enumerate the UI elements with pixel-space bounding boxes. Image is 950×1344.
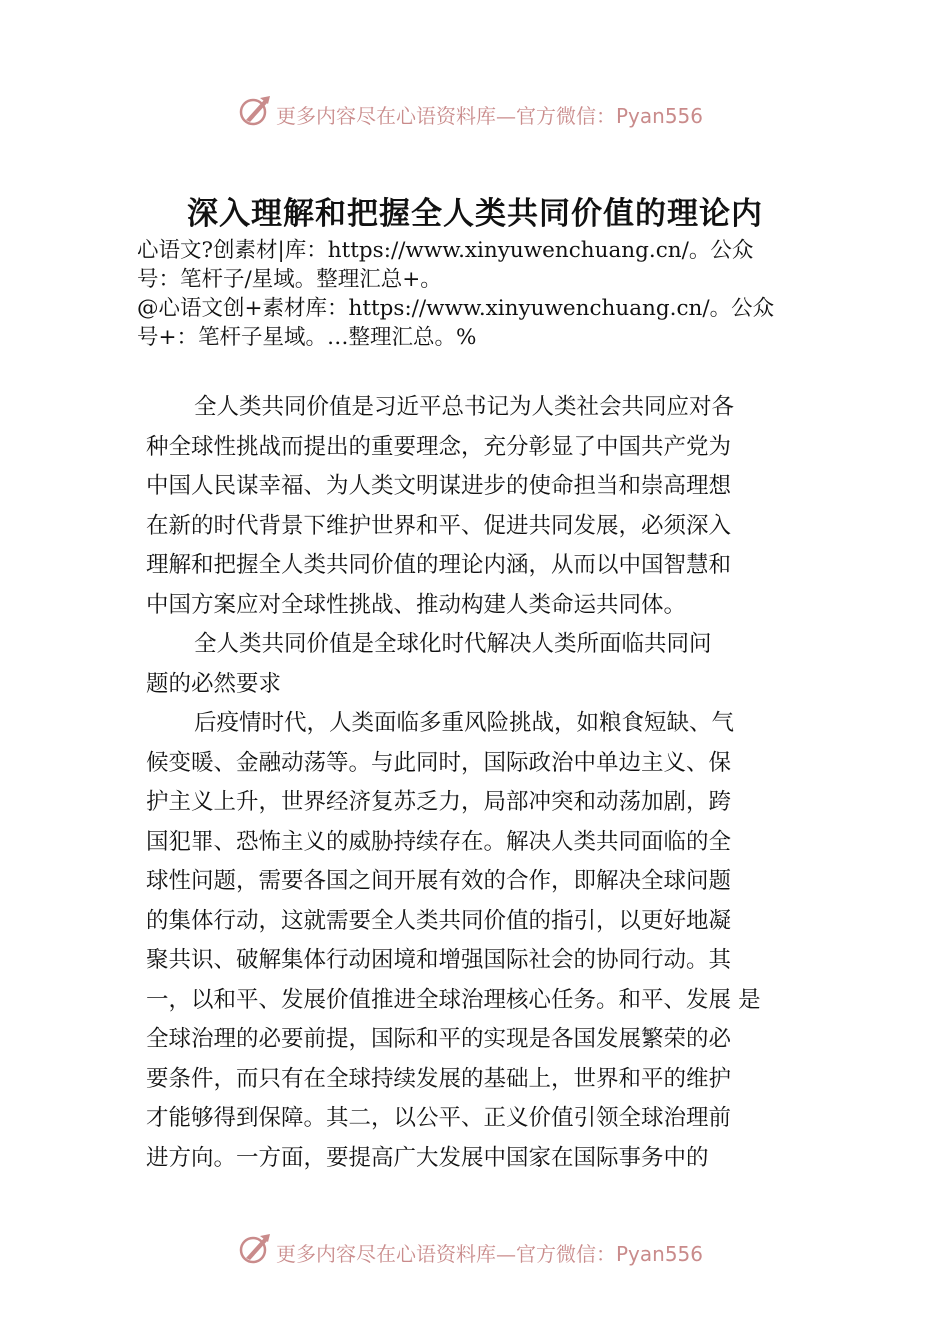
body-line: 理解和把握全人类共同价值的理论内涵，从而以中国智慧和 (146, 552, 732, 578)
source-note-line: 号+：笔杆子星域。…整理汇总。% (137, 325, 477, 350)
source-note-line: 号：笔杆子/星域。整理汇总+。 (137, 267, 442, 292)
body-line: 全球治理的必要前提，国际和平的实现是各国发展繁荣的必 (146, 1026, 732, 1052)
body-line: 中国人民谋幸福、为人类文明谋进步的使命担当和崇高理想 (146, 473, 732, 499)
body-line: 中国方案应对全球性挑战、推动构建人类命运共同体。 (146, 591, 687, 618)
quill-pen-icon (238, 94, 272, 128)
watermark-text: 更多内容尽在心语资料库—官方微信：Pyan556 (276, 104, 704, 128)
quill-pen-icon (238, 1232, 272, 1266)
watermark-banner-top (0, 90, 950, 140)
body-line: 全人类共同价值是习近平总书记为人类社会共同应对各 (194, 394, 735, 420)
document-title: 深入理解和把握全人类共同价值的理论内 (187, 196, 763, 232)
body-line: 一，以和平、发展价值推进全球治理核心任务。和平、发展 是 (146, 986, 761, 1013)
body-line: 进方向。一方面，要提高广大发展中国家在国际事务中的 (146, 1144, 709, 1171)
body-line: 在新的时代背景下维护世界和平、促进共同发展，必须深入 (146, 512, 732, 539)
body-line: 国犯罪、恐怖主义的威胁持续存在。解决人类共同面临的全 (146, 828, 732, 855)
body-line: 候变暖、金融动荡等。与此同时，国际政治中单边主义、保 (146, 749, 732, 776)
source-note-line: 心语文?创素材|库：https://www.xinyuwenchuang.cn/。公众 (137, 238, 754, 263)
section-heading-line: 题的必然要求 (146, 670, 282, 697)
body-line: 的集体行动，这就需要全人类共同价值的指引，以更好地凝 (146, 907, 732, 934)
source-note-1 (137, 236, 827, 294)
body-text (146, 388, 836, 1178)
body-line: 才能够得到保障。其二，以公平、正义价值引领全球治理前 (146, 1105, 732, 1131)
section-heading-line: 全人类共同价值是全球化时代解决人类所面临共同问 (194, 631, 712, 657)
body-line: 后疫情时代，人类面临多重风险挑战，如粮食短缺、气 (194, 710, 735, 736)
body-line: 护主义上升，世界经济复苏乏力，局部冲突和动荡加剧，跨 (146, 789, 732, 815)
body-line: 种全球性挑战而提出的重要理念，充分彰显了中国共产党为 (146, 433, 732, 460)
body-line: 球性问题，需要各国之间开展有效的合作，即解决全球问题 (146, 868, 732, 894)
source-note-2 (137, 294, 827, 352)
watermark-banner-bottom (0, 1228, 950, 1278)
body-line: 要条件，而只有在全球持续发展的基础上，世界和平的维护 (146, 1065, 732, 1092)
source-note-line: @心语文创+素材库：https://www.xinyuwenchuang.cn/。公众 (137, 296, 775, 321)
watermark-text: 更多内容尽在心语资料库—官方微信：Pyan556 (276, 1242, 704, 1266)
body-line: 聚共识、破解集体行动困境和增强国际社会的协同行动。其 (146, 947, 732, 973)
